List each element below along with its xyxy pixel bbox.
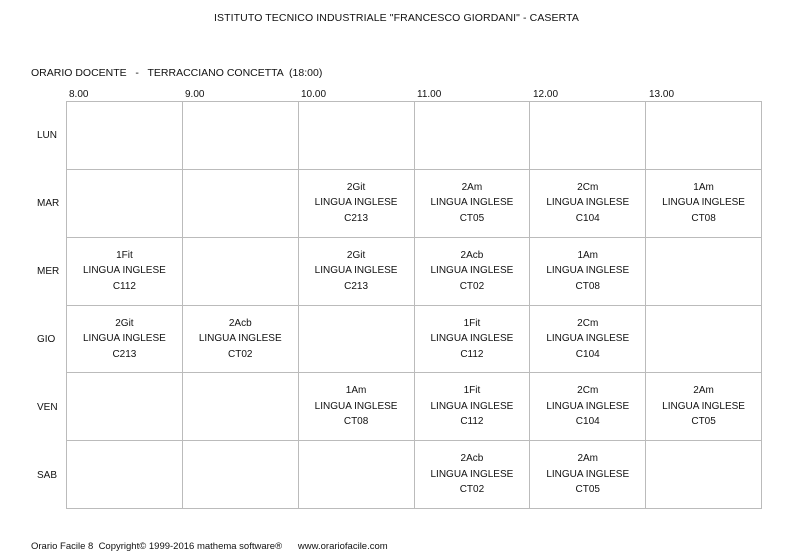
lesson-class: 1Am [693,181,714,193]
lesson-cell [67,306,183,374]
lesson-room: C213 [112,348,137,360]
lesson-cell [415,373,531,441]
lesson-class: 1Fit [116,249,133,261]
day-label: MAR [37,197,60,209]
day-label: GIO [37,333,56,345]
empty-cell [183,238,299,306]
teacher-schedule-title: ORARIO DOCENTE - TERRACCIANO CONCETTA (18:00) [31,67,323,79]
empty-cell [183,441,299,509]
hour-label: 12.00 [533,89,559,100]
lesson-class: 2Git [346,181,366,193]
lesson-subject: LINGUA INGLESE [430,333,514,345]
lesson-class: 2Acb [460,453,484,465]
lesson-room: C104 [575,416,600,428]
empty-cell [67,373,183,441]
lesson-room: CT02 [228,348,253,360]
lesson-subject: LINGUA INGLESE [83,333,166,345]
lesson-subject: LINGUA INGLESE [662,400,745,412]
lesson-subject: LINGUA INGLESE [546,468,630,480]
hour-label: 8.00 [69,89,89,100]
lesson-subject: LINGUA INGLESE [430,468,514,480]
lesson-cell [299,170,415,238]
lesson-class: 2Am [577,453,599,465]
empty-cell [299,441,415,509]
lesson-class: 2Cm [577,181,599,193]
lesson-class: 1Fit [463,317,481,329]
lesson-cell [415,306,531,374]
lesson-subject: LINGUA INGLESE [430,265,514,277]
hour-label: 11.00 [417,89,442,100]
lesson-room: CT08 [691,212,716,224]
lesson-class: 2Git [346,249,366,261]
empty-cell [67,441,183,509]
empty-cell [183,373,299,441]
lesson-class: 2Acb [228,317,252,329]
lesson-room: C213 [344,212,369,224]
lesson-class: 2Am [461,181,483,193]
empty-cell [183,170,299,238]
lesson-room: C104 [575,348,600,360]
lesson-room: CT05 [691,416,716,428]
lesson-subject: LINGUA INGLESE [314,197,398,209]
day-column [28,101,66,509]
lesson-subject: LINGUA INGLESE [83,265,166,277]
lesson-subject: LINGUA INGLESE [662,197,745,209]
lesson-cell [183,306,299,374]
lesson-class: 2Acb [460,249,484,261]
lesson-cell [415,170,531,238]
lesson-room: CT08 [343,416,369,428]
lesson-room: CT05 [459,212,485,224]
lesson-cell [67,238,183,306]
lesson-subject: LINGUA INGLESE [198,333,282,345]
empty-cell [67,170,183,238]
hour-label: 10.00 [301,89,327,100]
lesson-subject: LINGUA INGLESE [546,400,630,412]
hour-label: 13.00 [649,89,675,100]
lesson-room: C112 [460,416,484,428]
empty-cell [530,102,646,170]
lesson-room: CT08 [575,280,600,292]
lesson-class: 1Fit [463,385,481,397]
empty-cell [646,441,762,509]
day-label: VEN [37,401,58,413]
lesson-cell [646,373,762,441]
lesson-class: 1Am [345,385,367,397]
lesson-subject: LINGUA INGLESE [546,265,630,277]
day-label: LUN [37,129,58,141]
empty-cell [67,102,183,170]
lesson-room: CT02 [459,280,485,292]
lesson-cell [530,306,646,374]
lesson-room: C104 [575,212,600,224]
lesson-subject: LINGUA INGLESE [546,197,630,209]
lesson-cell [530,170,646,238]
lesson-cell [299,238,415,306]
hour-label: 9.00 [185,89,205,100]
lesson-room: C112 [460,348,484,360]
lesson-cell [530,441,646,509]
lesson-room: C213 [344,280,369,292]
empty-cell [299,306,415,374]
empty-cell [183,102,299,170]
empty-cell [646,238,762,306]
lesson-subject: LINGUA INGLESE [430,400,514,412]
lesson-subject: LINGUA INGLESE [546,333,630,345]
lesson-class: 2Cm [577,385,599,397]
lesson-cell [415,238,531,306]
day-label: SAB [37,469,58,481]
lesson-cell [646,170,762,238]
lesson-class: 2Cm [577,317,599,329]
lesson-class: 1Am [577,249,599,261]
timetable-grid [66,101,762,509]
footer-copyright: Orario Facile 8 Copyright© 1999-2016 mathema software® www.orariofacile.com [31,541,388,552]
lesson-room: C112 [112,280,136,292]
lesson-cell [530,238,646,306]
empty-cell [299,102,415,170]
empty-cell [646,306,762,374]
lesson-class: 2Am [693,385,714,397]
lesson-room: CT05 [575,484,600,496]
empty-cell [646,102,762,170]
lesson-subject: LINGUA INGLESE [314,265,398,277]
school-title: ISTITUTO TECNICO INDUSTRIALE "FRANCESCO GIORDANI" - CASERTA [214,12,579,24]
empty-cell [415,102,531,170]
lesson-cell [415,441,531,509]
lesson-cell [299,373,415,441]
lesson-subject: LINGUA INGLESE [314,400,398,412]
lesson-cell [530,373,646,441]
hour-header-row [66,89,762,101]
day-label: MER [37,265,60,277]
lesson-room: CT02 [459,484,485,496]
lesson-subject: LINGUA INGLESE [430,197,514,209]
lesson-class: 2Git [115,317,134,329]
